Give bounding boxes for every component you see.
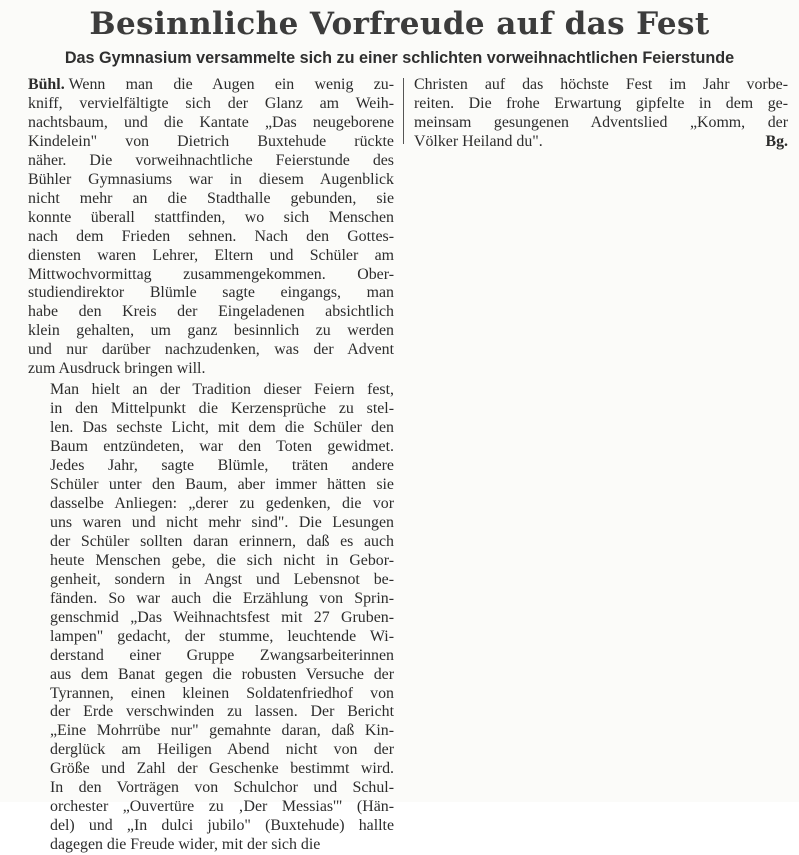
text-line-content: Völker Heiland du". — [414, 132, 543, 150]
text-line: aus dem Banat gegen die robusten Versuche der — [50, 665, 394, 683]
text-line: Christen auf das höchste Fest im Jahr vorbe- — [414, 76, 788, 93]
text-line: der Schüler sollten daran erinnern, daß es auch — [50, 532, 394, 550]
text-line: studiendirektor Blümle sagte eingangs, man — [28, 284, 394, 302]
text-line: genheit, sondern in Angst und Lebensnot be- — [50, 570, 394, 588]
text-line: habe den Kreis der Eingeladenen absichtlich — [28, 303, 394, 321]
right-column — [414, 76, 788, 152]
text-line: Bühler Gymnasiums war in diesem Augenblick — [28, 170, 394, 188]
text-line: genschmid „Das Weihnachtsfest mit 27 Gruben- — [50, 608, 394, 626]
text-line: kniff, vervielfältigte sich der Glanz am Weih- — [28, 94, 394, 112]
text-line: uns waren und nicht mehr sind". Die Lesungen — [50, 513, 394, 531]
text-line: dasselbe Anliegen: „derer zu gedenken, die vor — [50, 494, 394, 512]
text-line: nach dem Frieden sehnen. Nach den Gottes- — [28, 227, 394, 245]
text-line: fänden. So war auch die Erzählung von Sprin- — [50, 589, 394, 607]
text-line: derstand einer Gruppe Zwangsarbeiterinnen — [50, 646, 394, 664]
paragraph-2 — [28, 381, 394, 855]
text-line: näher. Die vorweihnachtliche Feierstunde des — [28, 151, 394, 169]
text-line-content: Wenn man die Augen ein wenig zu- — [68, 76, 394, 93]
text-line: Jedes Jahr, sagte Blümle, träten andere — [50, 457, 394, 475]
text-line: diensten waren Lehrer, Eltern und Schüler am — [28, 246, 394, 264]
text-line: Baum entzündeten, war den Toten gewidmet. — [50, 438, 394, 456]
column-divider — [403, 78, 404, 144]
text-line: orchester „Ouvertüre zu ‚Der Messias'" (Hän- — [50, 798, 394, 816]
paragraph-1 — [28, 76, 394, 379]
text-line: Kindelein" von Dietrich Buxtehude rückte — [28, 132, 394, 150]
paragraph-3 — [414, 76, 788, 152]
headline: Besinnliche Vorfreude auf das Fest — [89, 6, 710, 42]
subheadline: Das Gymnasium versammelte sich zu einer schlichten vorweihnachtlichen Feierstunde — [64, 49, 735, 67]
text-line: dagegen die Freude wider, mit der sich die — [50, 836, 321, 854]
text-line: und nur darüber nachzudenken, was der Advent — [28, 341, 394, 359]
dateline: Bühl. — [28, 76, 65, 93]
text-line: Tyrannen, einen kleinen Soldatenfriedhof von — [50, 684, 394, 702]
text-line: „Eine Mohrrübe nur" gemahnte daran, daß Kin- — [50, 722, 394, 740]
text-line: zum Ausdruck bringen will. — [28, 360, 206, 378]
left-column — [28, 76, 394, 855]
text-line: Schüler unter den Baum, aber immer hätten sie — [50, 476, 394, 494]
text-line: len. Das sechste Licht, mit dem die Schüler den — [50, 419, 394, 437]
author-signature: Bg. — [765, 132, 788, 150]
text-line: nachtsbaum, und die Kantate „Das neugeborene — [28, 113, 394, 131]
text-line: lampen" gedacht, der stumme, leuchtende Wi- — [50, 627, 394, 645]
text-line: konnte überall stattfinden, wo sich Menschen — [28, 208, 394, 226]
text-line: In den Vorträgen von Schulchor und Schul- — [50, 779, 394, 797]
text-line: nicht mehr an die Stadthalle gebunden, sie — [28, 189, 394, 207]
text-line: del) und „In dulci jubilo" (Buxtehude) hallte — [50, 817, 394, 835]
text-line — [28, 76, 394, 95]
text-line: heute Menschen gebe, die sich nicht in Gebor- — [50, 551, 394, 569]
text-line: derglück am Heiligen Abend nicht von der — [50, 741, 394, 759]
text-line: reiten. Die frohe Erwartung gipfelte in dem ge- — [414, 94, 788, 112]
text-line: Mittwochvormittag zusammengekommen. Ober- — [28, 265, 394, 283]
text-line — [414, 133, 788, 152]
text-line: der Erde verschwinden zu lassen. Der Bericht — [50, 703, 394, 721]
text-line: meinsam gesungenen Adventslied „Komm, der — [414, 113, 788, 131]
text-line: Man hielt an der Tradition dieser Feiern fest, — [50, 381, 394, 399]
text-line: klein gehalten, um ganz besinnlich zu werden — [28, 322, 394, 340]
text-line: in den Mittelpunkt die Kerzensprüche zu stel- — [50, 400, 394, 418]
text-line: Größe und Zahl der Geschenke bestimmt wird. — [50, 760, 394, 778]
